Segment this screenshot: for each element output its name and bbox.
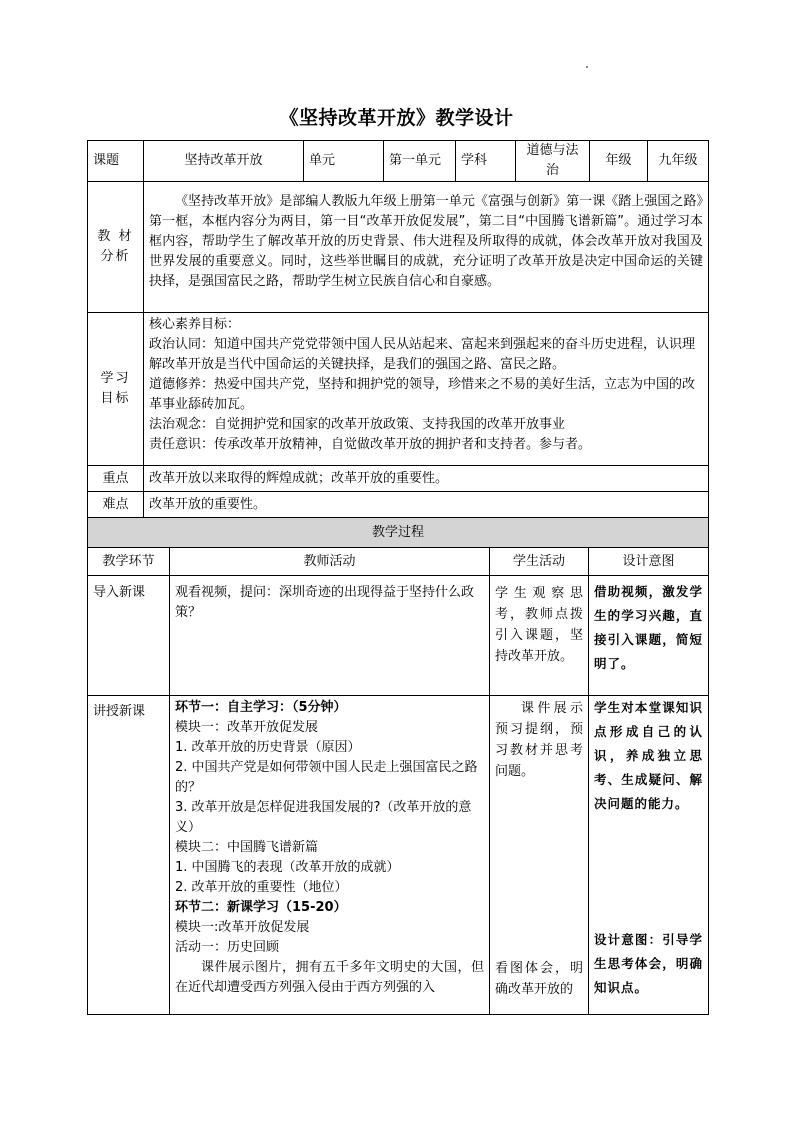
goals-row (88, 313, 709, 466)
topic-label: 课题 (88, 141, 144, 182)
process-table (87, 517, 709, 1015)
goals-line: 核心素养目标： (149, 317, 241, 332)
teacher-line: 模块一：改革开放促发展 (175, 720, 319, 735)
teacher-line: 观看视频，提问：深圳奇迹的出现得益于坚持什么政策？ (175, 585, 475, 620)
process-row-new (88, 696, 709, 1015)
info-row (88, 141, 709, 182)
teacher-intro (170, 576, 490, 696)
unit-value: 第一单元 (384, 141, 456, 182)
page-title: 《坚持改革开放》教学设计 (279, 107, 514, 129)
key-point-row (88, 466, 709, 492)
subject-value: 道德与法治 (516, 141, 590, 182)
topic-value: 坚持改革开放 (144, 141, 304, 182)
teacher-line: 模块二：中国腾飞谱新篇 (175, 840, 319, 855)
goals-line: 政治认同：知道中国共产党党带领中国人民从站起来、富起来到强起来的奋斗历史进程，认识理解改革开放是当代中国命运的关键抉择，是我们的强国之路、富民之路。 (149, 337, 696, 372)
key-point-text: 改革开放以来取得的辉煌成就；改革开放的重要性。 (144, 466, 709, 492)
teacher-line: 环节一：自主学习：（5分钟） (175, 700, 347, 715)
teacher-new (170, 696, 490, 1015)
intent-text: 设计意图：引导学生思考体会，明确知识点。 (594, 932, 704, 995)
goals-text (144, 313, 709, 466)
key-point-label: 重点 (88, 466, 144, 492)
difficulty-label: 难点 (88, 492, 144, 518)
goals-label (88, 313, 144, 466)
analysis-text (144, 182, 709, 313)
unit-label: 单元 (304, 141, 384, 182)
stage-new: 讲授新课 (88, 696, 170, 1015)
intent-text: 学生对本堂课知识点形成自己的认识，养成独立思考、生成疑问、解决问题的能力。 (594, 700, 704, 811)
teacher-line: 2. 改革开放的重要性（地位） (175, 880, 348, 895)
lesson-plan-sheet (87, 140, 708, 1015)
grade-value: 九年级 (648, 141, 709, 182)
goals-line: 责任意识：传承改革开放精神，自觉做改革开放的拥护者和支持者。参与者。 (149, 437, 592, 452)
intent-intro (589, 576, 709, 696)
process-header: 教学过程 (88, 518, 709, 548)
goals-line: 道德修养：热爱中国共产党，坚持和拥护党的领导，珍惜来之不易的美好生活，立志为中国的改革事业舔砖加瓦。 (149, 377, 696, 412)
col-intent: 设计意图 (589, 548, 709, 576)
scan-speck (586, 66, 588, 68)
goals-line: 法治观念：自觉拥护党和国家的改革开放政策、支持我国的改革开放事业 (149, 417, 566, 432)
teacher-line: 2. 中国共产党是如何带领中国人民走上强国富民之路的？ (175, 760, 478, 795)
teacher-line: 课件展示图片，拥有五千多年文明史的大国，但在近代却遭受西方列强入侵由于西方列强的入 (175, 960, 484, 995)
student-text: 课件展示预习提纲，预习教材并思考问题。 (495, 701, 583, 779)
intent-text: 借助视频，激发学生的学习兴趣，直接引入课题，简短明了。 (594, 584, 704, 671)
intent-new (589, 696, 709, 1015)
teacher-line: 1. 中国腾飞的表现（改革开放的成就） (175, 860, 400, 875)
analysis-row (88, 182, 709, 313)
grade-label: 年级 (590, 141, 648, 182)
teacher-line: 3. 改革开放是怎样促进我国发展的?（改革开放的意义） (175, 800, 472, 835)
subject-label: 学科 (456, 141, 516, 182)
difficulty-text: 改革开放的重要性。 (144, 492, 709, 518)
goals-label-line1: 学习 (100, 371, 131, 386)
stage-intro: 导入新课 (88, 576, 170, 696)
analysis-label (88, 182, 144, 313)
col-stage: 教学环节 (88, 548, 170, 576)
col-student: 学生活动 (490, 548, 589, 576)
teacher-line: 模块一:改革开放促发展 (175, 920, 310, 935)
analysis-label-line1: 教 材 (97, 229, 134, 244)
process-columns-row (88, 548, 709, 576)
student-text: 学生观察思考，教师点拨引入课题，坚持改革开放。 (495, 586, 583, 664)
goals-label-line2: 目标 (100, 391, 131, 406)
process-header-row (88, 518, 709, 548)
info-table (87, 140, 709, 518)
student-new (490, 696, 589, 1015)
process-row-intro (88, 576, 709, 696)
analysis-label-line2: 分析 (100, 249, 131, 264)
teacher-line: 1. 改革开放的历史背景（原因） (175, 740, 361, 755)
teacher-line: 活动一：历史回顾 (175, 940, 280, 955)
difficulty-row (88, 492, 709, 518)
col-teacher: 教师活动 (170, 548, 490, 576)
student-text: 看图体会，明确改革开放的 (495, 961, 583, 997)
analysis-paragraph: 《坚持改革开放》是部编人教版九年级上册第一单元《富强与创新》第一课《踏上强国之路》第一框，本框内容分为两目，第一目“改革开放促发展”，第二目“中国腾飞谱新篇”。通过学习本框内容，帮助学生了解改革开放的历史背景、伟大进程及所取得的成就，体会改革开放对我国及世界发展的重要意义。同时，这些举世瞩目的成就，充分证明了改革开放是决定中国命运的关键抉择，是强国富民之路，帮助学生树立民族自信心和自豪感。 (149, 194, 703, 289)
teacher-line: 环节二：新课学习（15-20） (175, 900, 347, 915)
student-intro (490, 576, 589, 696)
